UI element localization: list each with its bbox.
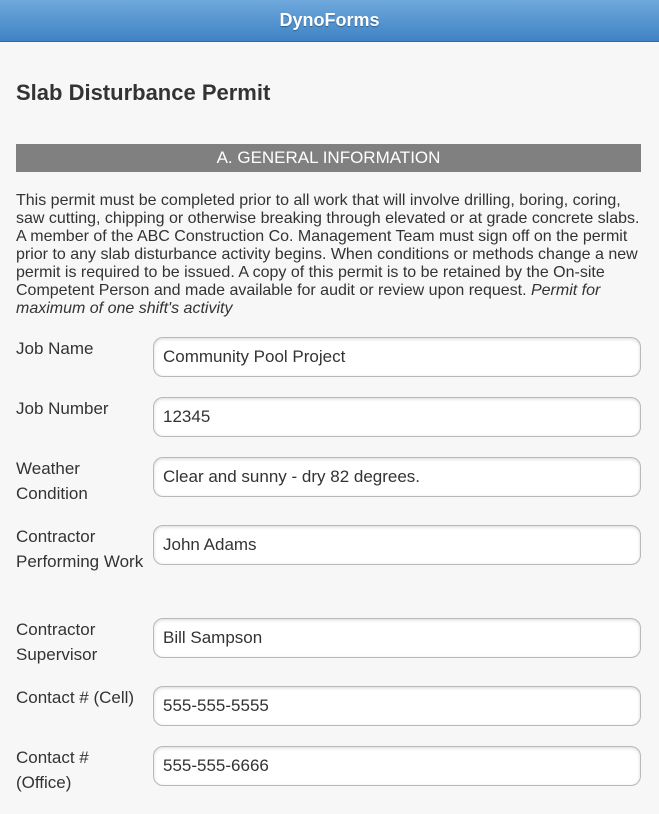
job-name-label: Job Name bbox=[16, 339, 94, 358]
form-content bbox=[0, 80, 659, 798]
contact-cell-input[interactable] bbox=[153, 686, 641, 726]
contractor-performing-work-input[interactable] bbox=[153, 525, 641, 565]
section-header: A. GENERAL INFORMATION bbox=[16, 144, 641, 172]
field-contractor-performing-work bbox=[16, 525, 641, 618]
weather-condition-label: Weather Condition bbox=[16, 459, 88, 503]
intro-paragraph bbox=[16, 192, 641, 318]
page-title: Slab Disturbance Permit bbox=[16, 80, 271, 105]
field-job-number bbox=[16, 397, 641, 457]
contractor-performing-work-label: Contractor Performing Work bbox=[16, 527, 144, 571]
intro-emphasis: Permit for maximum of one shift's activity bbox=[16, 282, 601, 317]
weather-condition-input[interactable] bbox=[153, 457, 641, 497]
field-job-name bbox=[16, 337, 641, 397]
app-title: DynoForms bbox=[279, 10, 380, 30]
job-name-input[interactable] bbox=[153, 337, 641, 377]
field-contact-cell bbox=[16, 686, 641, 746]
contact-cell-label: Contact # (Cell) bbox=[16, 688, 135, 707]
app-header-bar bbox=[0, 0, 659, 42]
field-weather-condition bbox=[16, 457, 641, 525]
contact-office-label: Contact # (Office) bbox=[16, 748, 89, 792]
field-contractor-supervisor bbox=[16, 618, 641, 686]
contact-office-input[interactable] bbox=[153, 746, 641, 786]
field-contact-office bbox=[16, 746, 641, 798]
contractor-supervisor-label: Contractor Supervisor bbox=[16, 620, 98, 664]
contractor-supervisor-input[interactable] bbox=[153, 618, 641, 658]
intro-text: This permit must be completed prior to all work that will involve drilling, boring, coring, saw cutting, chipping or otherwise breaking through elevated or at grade concrete slabs. A member of the ABC Construction Co. Management Team must sign off on the permit prior to any slab disturbance activity begins. When conditions or methods change a new permit is required to be issued. A copy of this permit is to be retained by the On-site Competent Person and made available for audit or review upon request. bbox=[16, 192, 640, 299]
job-number-input[interactable] bbox=[153, 397, 641, 437]
job-number-label: Job Number bbox=[16, 399, 109, 418]
